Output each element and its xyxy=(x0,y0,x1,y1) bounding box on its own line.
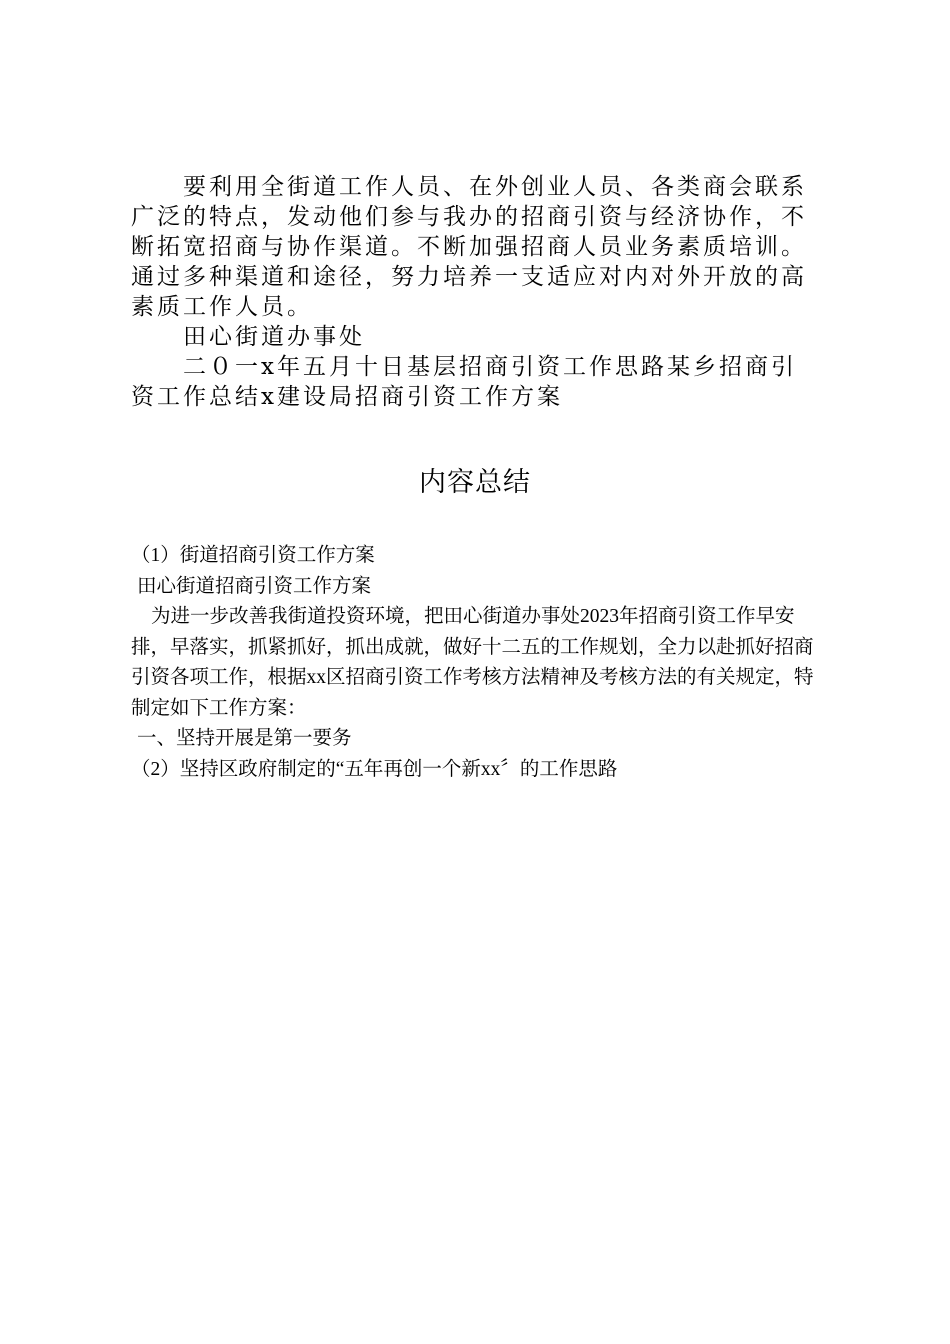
summary-heading: 内容总结 xyxy=(419,467,531,498)
summary-item-1: （1）街道招商引资工作方案 xyxy=(131,545,375,566)
upper-text-block xyxy=(131,172,821,412)
summary-plan-title: 田心街道招商引资工作方案 xyxy=(137,575,372,597)
summary-section-heading: 一、坚持开展是第一要务 xyxy=(137,728,352,749)
signature-line: 田心街道办事处 xyxy=(183,324,365,350)
summary-body xyxy=(131,541,826,785)
date-and-related-titles: 二０一x年五月十日基层招商引资工作思路某乡招商引资工作总结x建设局招商引资工作方案 xyxy=(131,354,797,410)
summary-intro-paragraph: 为进一步改善我街道投资环境，把田心街道办事处2023年招商引资工作早安排，早落实，抓紧抓好，抓出成就，做好十二五的工作规划，全力以赴抓好招商引资各项工作，根据xx区招商引资工作考核方法精神及考核方法的有关规定，特制定如下工作方案： xyxy=(131,606,814,719)
summary-item-2: （2）坚持区政府制定的“五年再创一个新xx〞的工作思路 xyxy=(131,758,618,780)
body-paragraph: 要利用全街道工作人员、在外创业人员、各类商会联系广泛的特点，发动他们参与我办的招商引资与经济协作，不断拓宽招商与协作渠道。不断加强招商人员业务素质培训。通过多种渠道和途径，努力培养一支适应对内对外开放的高素质工作人员。 xyxy=(131,174,807,320)
